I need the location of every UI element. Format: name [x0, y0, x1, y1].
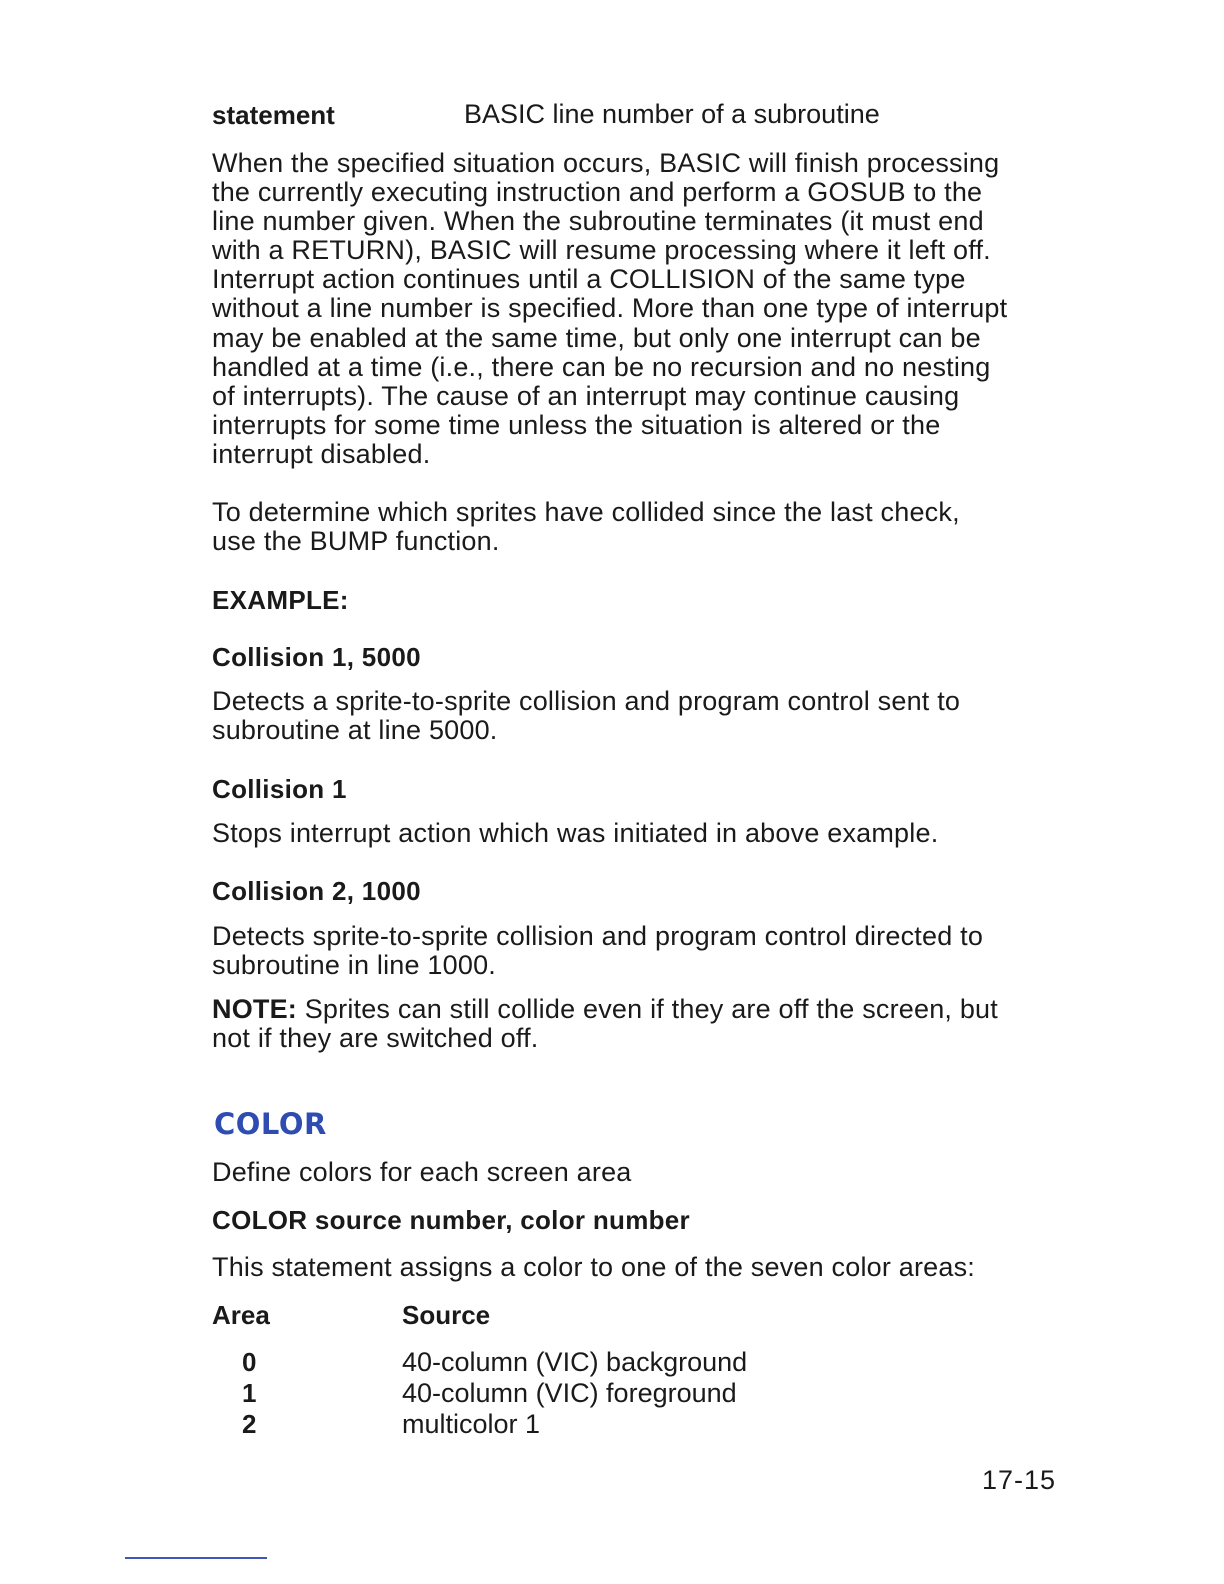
parameter-term: statement: [212, 100, 335, 130]
paragraph-line: line number given. When the subroutine terminates (it must end: [212, 206, 984, 237]
example-description: [212, 819, 1072, 848]
paragraph-line: Detects a sprite-to-sprite collision and program control sent to: [212, 686, 961, 716]
paragraph-line: subroutine in line 1000.: [212, 950, 497, 981]
example-code: Collision 1, 5000: [212, 642, 421, 672]
footer-rule: [125, 1557, 267, 1559]
example-description: [212, 687, 1072, 745]
section-title: COLOR: [214, 1107, 327, 1141]
paragraph-line: Detects sprite-to-sprite collision and program control directed to: [212, 921, 984, 951]
parameter-description: BASIC line number of a subroutine: [464, 99, 880, 129]
paragraph-line: Interrupt action continues until a COLLISION of the same type: [212, 264, 966, 295]
summary-line: Define colors for each screen area: [212, 1157, 632, 1187]
paragraph-line: the currently executing instruction and perform a GOSUB to the: [212, 177, 983, 208]
note-paragraph: [212, 995, 1072, 1053]
paragraph-line: with a RETURN), BASIC will resume processing where it left off.: [212, 235, 991, 266]
paragraph-line: not if they are switched off.: [212, 1023, 539, 1054]
table-cell-source: multicolor 1: [402, 1409, 541, 1439]
paragraph-line: When the specified situation occurs, BASIC will finish processing: [212, 148, 1000, 178]
page-number: 17-15: [982, 1465, 1057, 1495]
example-description: [212, 922, 1072, 980]
description-paragraph: [212, 149, 1072, 469]
paragraph-line: may be enabled at the same time, but only one interrupt can be: [212, 322, 981, 353]
paragraph-line: interrupt disabled.: [212, 438, 431, 469]
note-text: Sprites can still collide even if they are off the screen, but: [297, 994, 998, 1024]
paragraph-line: interrupts for some time unless the situation is altered or the: [212, 409, 941, 440]
table-cell-area: 2: [242, 1409, 257, 1439]
table-cell-area: 0: [242, 1347, 257, 1377]
paragraph-line: handled at a time (i.e., there can be no recursion and no nesting: [212, 351, 991, 382]
paragraph-line: subroutine at line 5000.: [212, 715, 498, 746]
example-code: Collision 2, 1000: [212, 876, 421, 906]
paragraph-line: without a line number is specified. More than one type of interrupt: [212, 293, 1008, 324]
table-cell-area: 1: [242, 1378, 257, 1408]
table-cell-source: 40-column (VIC) background: [402, 1347, 748, 1377]
example-code: Collision 1: [212, 774, 347, 804]
paragraph-line: [212, 995, 1072, 1024]
paragraph-line: Stops interrupt action which was initiated in above example.: [212, 818, 939, 848]
syntax-line: COLOR source number, color number: [212, 1205, 690, 1235]
table-header-area: Area: [212, 1300, 270, 1330]
section-intro: [212, 1253, 1072, 1282]
note-label: NOTE:: [212, 994, 297, 1024]
intro-line: This statement assigns a color to one of the seven color areas:: [212, 1252, 975, 1282]
section-summary: [212, 1158, 1072, 1187]
bump-paragraph: [212, 498, 1072, 556]
paragraph-line: To determine which sprites have collided since the last check,: [212, 497, 960, 527]
example-heading: EXAMPLE:: [212, 585, 349, 615]
table-cell-source: 40-column (VIC) foreground: [402, 1378, 737, 1408]
table-header-source: Source: [402, 1300, 491, 1330]
paragraph-line: use the BUMP function.: [212, 526, 500, 557]
paragraph-line: of interrupts). The cause of an interrupt may continue causing: [212, 380, 960, 411]
